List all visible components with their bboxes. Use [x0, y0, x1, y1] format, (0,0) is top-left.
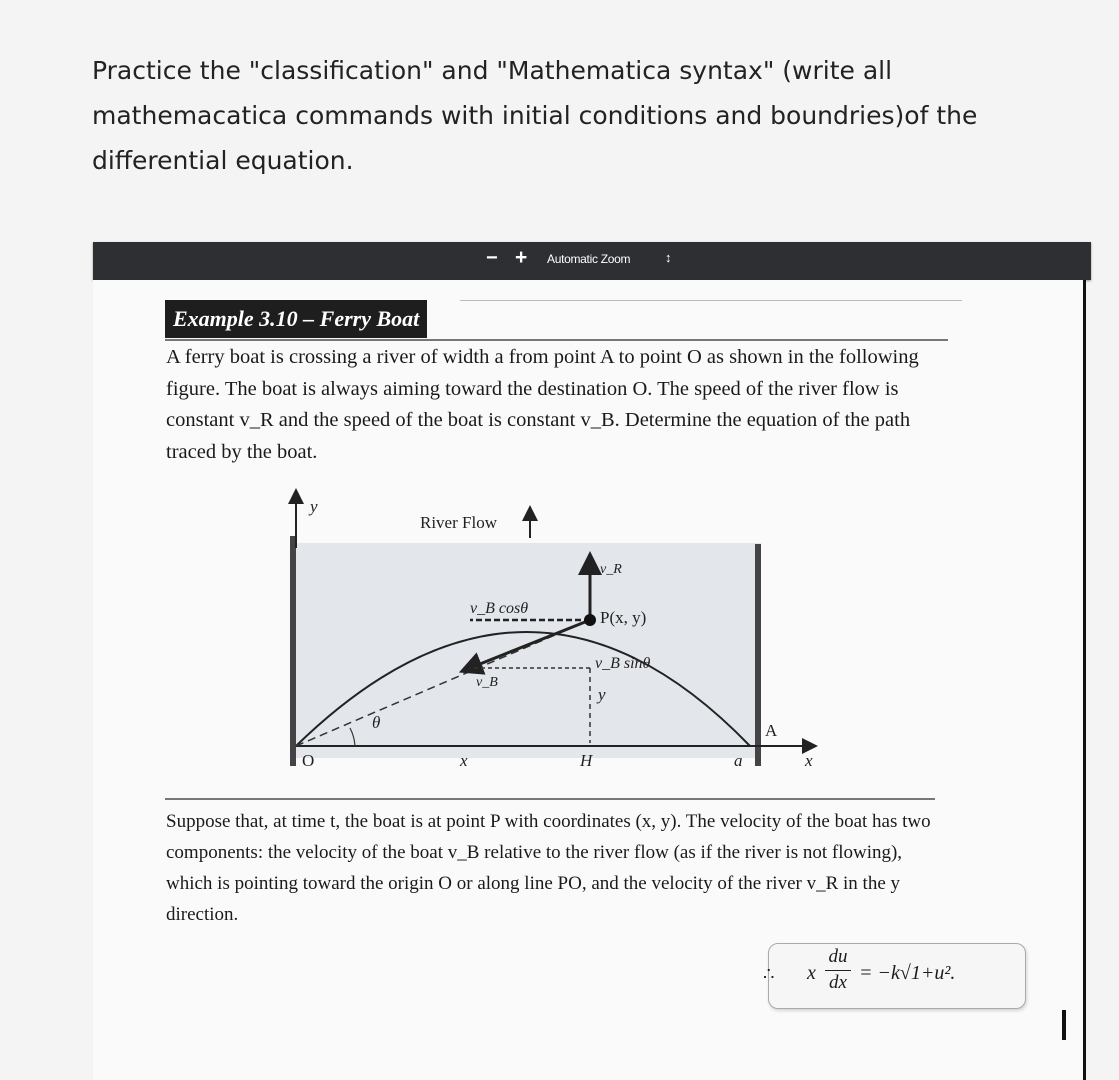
- top-divider: [460, 300, 962, 301]
- theta-label: θ: [372, 713, 381, 732]
- title-underline: [165, 339, 948, 341]
- left-bank: [290, 536, 296, 766]
- h-label: H: [580, 751, 593, 770]
- question-text: Practice the "classification" and "Mathematica syntax" (write all mathemacatica commands with initial conditions and boundries)of the differential equation.: [92, 56, 978, 175]
- pdf-viewer-toolbar: [93, 242, 1091, 280]
- river-flow-label: River Flow: [420, 513, 497, 532]
- equation-fraction: [825, 946, 851, 993]
- point-p-label: P(x, y): [600, 608, 647, 627]
- y-axis-label: y: [310, 497, 318, 516]
- vr-label: v_R: [600, 562, 622, 577]
- ferry-boat-figure: [280, 488, 840, 778]
- equation-denominator: dx: [829, 972, 847, 993]
- vb-sin-label: v_B sinθ: [595, 655, 651, 672]
- equation-numerator: du: [828, 946, 848, 967]
- zoom-in-button[interactable]: +: [515, 246, 528, 269]
- a-label: a: [734, 751, 743, 770]
- zoom-out-button[interactable]: −: [486, 247, 498, 269]
- example-title: Example 3.10 – Ferry Boat: [165, 300, 427, 338]
- zoom-chevron-icon[interactable]: ↕: [665, 250, 672, 265]
- point-a-label: A: [765, 721, 778, 740]
- fraction-bar: [825, 970, 851, 971]
- zoom-select[interactable]: Automatic Zoom: [547, 252, 631, 266]
- x-coordinate-label: x: [460, 751, 468, 770]
- problem-text: A ferry boat is crossing a river of width a from point A to point O as shown in the following figure. The boat is always aiming toward the destination O. The speed of the river flow is constant v_R and the speed of the boat is constant v_B. Determine the equation of the path traced by the boat.: [166, 346, 919, 463]
- equation-box: [763, 943, 1026, 1009]
- river-area: [296, 543, 761, 758]
- x-axis-label: x: [805, 751, 813, 770]
- solution-text: Suppose that, at time t, the boat is at point P with coordinates (x, y). The velocity of the boat has two components: the velocity of the boat v_B relative to the river flow (as if the river is not flowing), which is pointing toward the origin O or along line PO, and the velocity of the river v_R in the y direction.: [166, 811, 931, 925]
- right-bank: [755, 544, 761, 766]
- equation-x: x: [807, 962, 816, 984]
- solution-divider: [165, 798, 935, 800]
- point-p-dot: [584, 614, 596, 626]
- vb-label: v_B: [476, 675, 498, 690]
- origin-label: O: [302, 751, 315, 770]
- equation-rhs: = −k√1+u².: [859, 962, 956, 984]
- y-guide-label: y: [598, 685, 606, 704]
- therefore-symbol: ∴: [763, 964, 775, 984]
- page-edge: [1062, 1010, 1066, 1040]
- vb-cos-label: v_B cosθ: [470, 600, 529, 617]
